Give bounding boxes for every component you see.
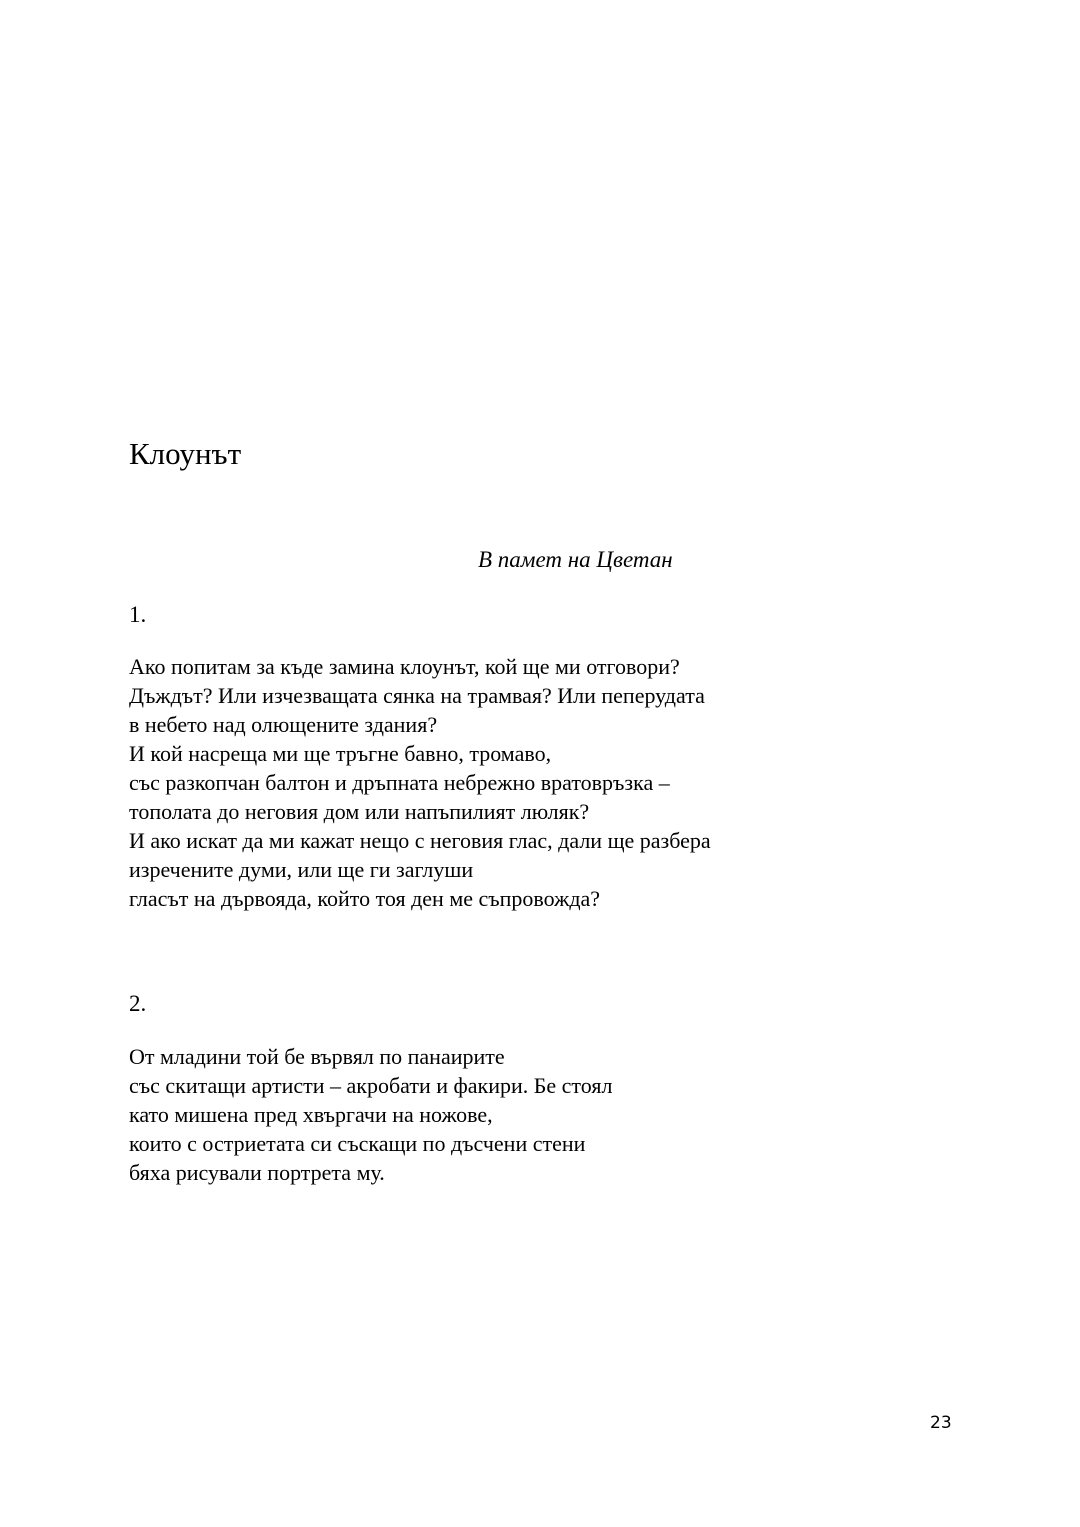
verse-line: бяха рисували портрета му. — [129, 1160, 385, 1185]
verse-line: тополата до неговия дом или напъпилият люляк? — [129, 799, 590, 824]
verse-line: От младини той бе вървял по панаирите — [129, 1044, 505, 1069]
dedication: В памет на Цветан — [478, 547, 673, 572]
stanza — [129, 652, 711, 913]
verse-line: в небето над олющените здания? — [129, 712, 438, 737]
poem-title: Клоунът — [129, 436, 242, 471]
verse-line: Дъждът? Или изчезващата сянка на трамвая? Или пеперудата — [129, 683, 705, 708]
verse-line: които с остриетата си съскащи по дъсчени стени — [129, 1131, 586, 1156]
verse-line: като мишена пред хвъргачи на ножове, — [129, 1102, 493, 1127]
verse-line: Ако попитам за къде замина клоунът, кой ще ми отговори? — [129, 654, 680, 679]
stanza — [129, 1042, 612, 1187]
page-number: 23 — [930, 1413, 952, 1433]
verse-line: със скитащи артисти – акробати и факири. Бе стоял — [129, 1073, 613, 1098]
verse-line: И ако искат да ми кажат нещо с неговия глас, дали ще разбера — [129, 828, 711, 853]
section-number: 1. — [129, 602, 147, 627]
verse-line: гласът на дървояда, който тоя ден ме съпровожда? — [129, 886, 601, 911]
verse-line: изречените думи, или ще ги заглуши — [129, 857, 474, 882]
section-number: 2. — [129, 991, 147, 1016]
verse-line: И кой насреща ми ще тръгне бавно, тромаво, — [129, 741, 552, 766]
verse-line: със разкопчан балтон и дръпната небрежно вратовръзка – — [129, 770, 670, 795]
